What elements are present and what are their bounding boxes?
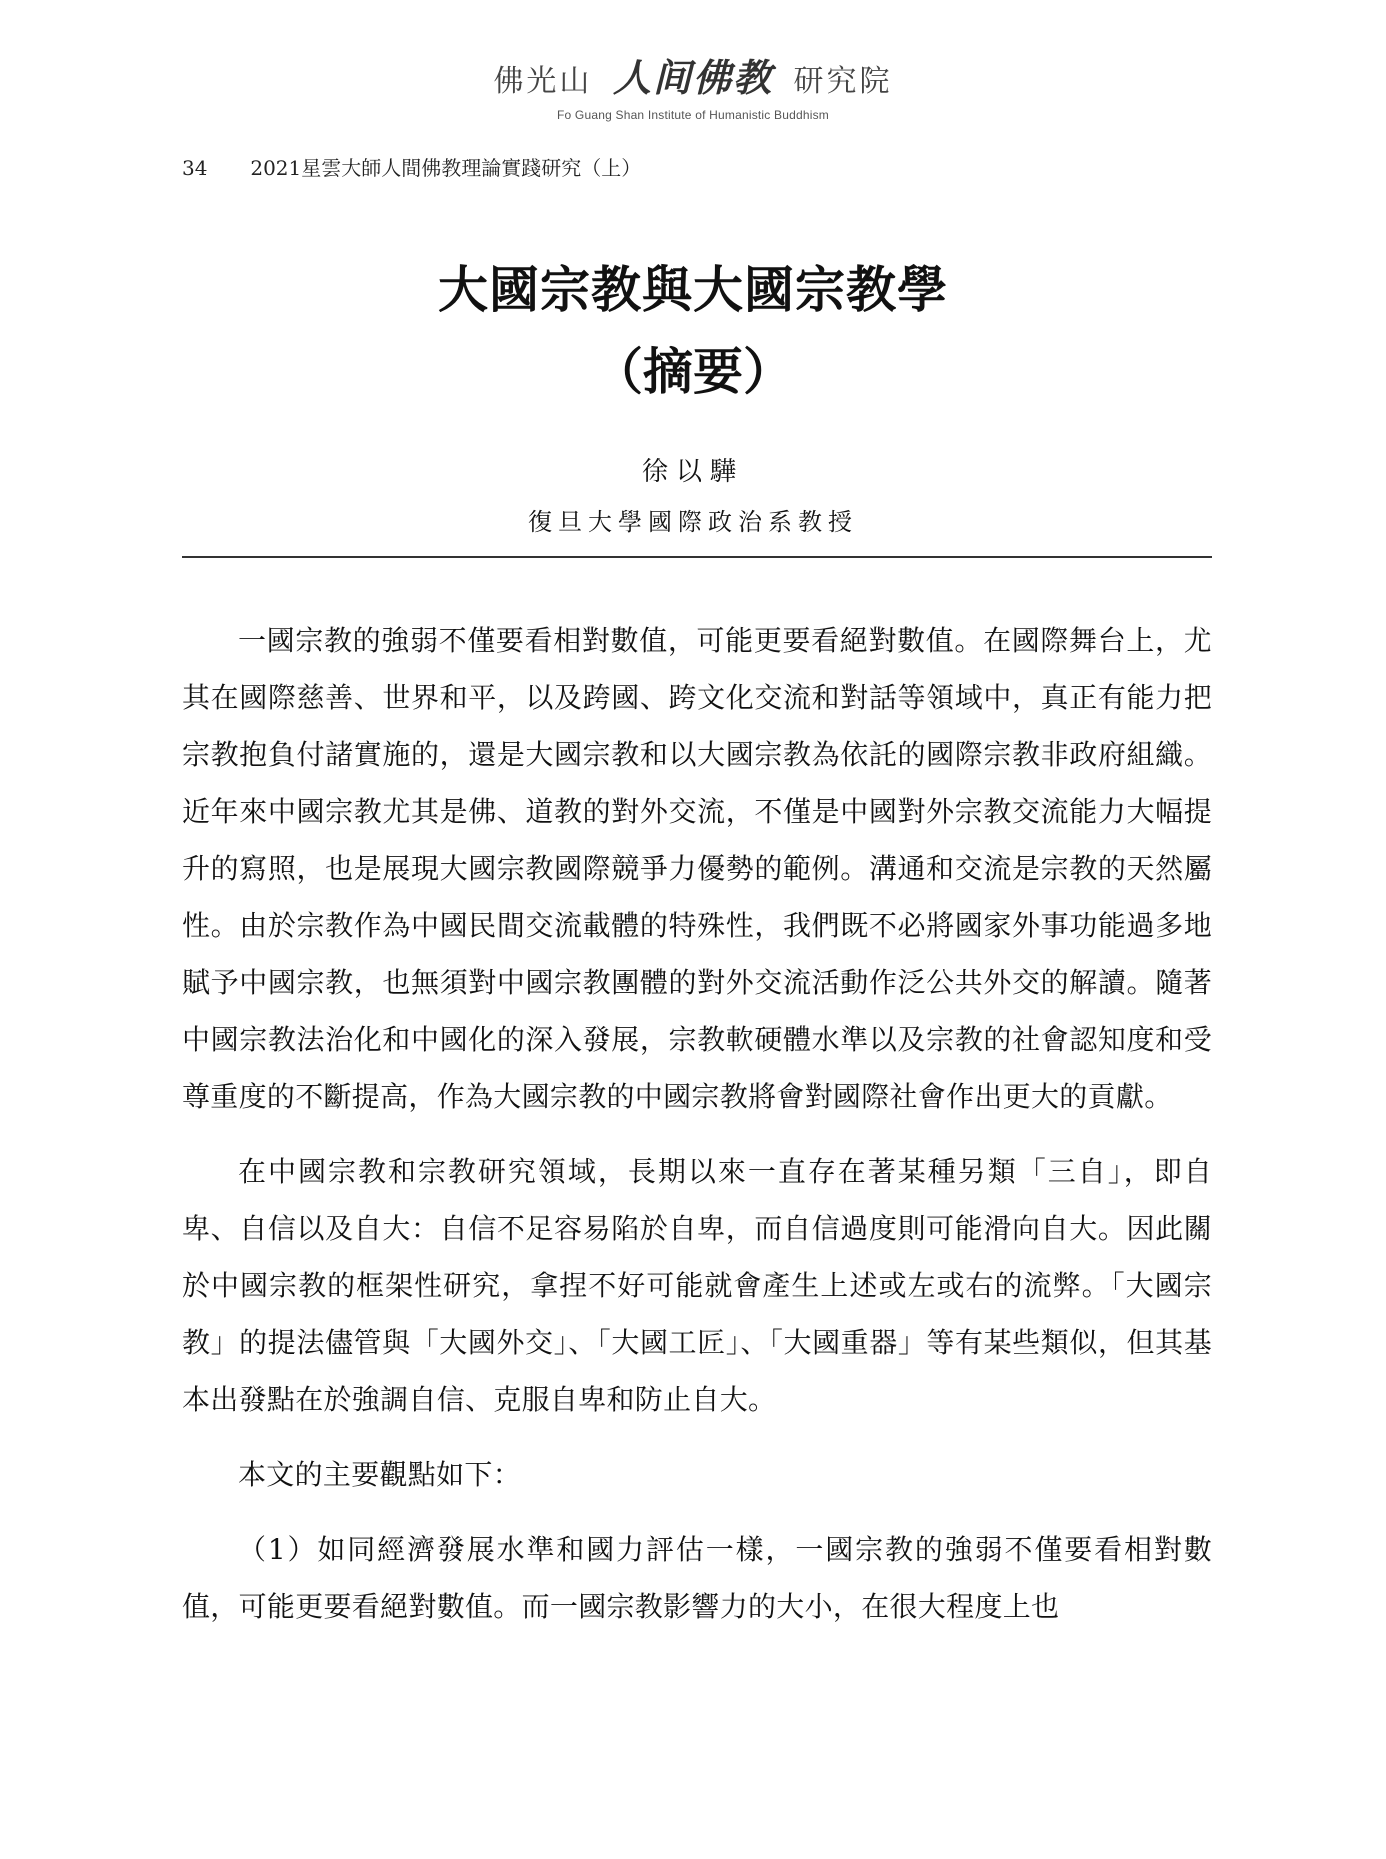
paragraph: 一國宗教的強弱不僅要看相對數值，可能更要看絕對數值。在國際舞台上，尤其在國際慈善、世界和平，以及跨國、跨文化交流和對話等領域中，真正有能力把宗教抱負付諸實施的，還是大國宗教和以大國宗教為依託的國際宗教非政府組織。近年來中國宗教尤其是佛、道教的對外交流，不僅是中國對外宗教交流能力大幅提升的寫照，也是展現大國宗教國際競爭力優勢的範例。溝通和交流是宗教的天然屬性。由於宗教作為中國民間交流載體的特殊性，我們既不必將國家外事功能過多地賦予中國宗教，也無須對中國宗教團體的對外交流活動作泛公共外交的解讀。隨著中國宗教法治化和中國化的深入發展，宗教軟硬體水準以及宗教的社會認知度和受尊重度的不斷提高，作為大國宗教的中國宗教將會對國際社會作出更大的貢獻。 (182, 624, 1212, 1113)
author-affiliation: 復旦大學國際政治系教授 (528, 508, 858, 536)
paragraph: （1）如同經濟發展水準和國力評估一樣，一國宗教的強弱不僅要看相對數值，可能更要看絕對數值。而一國宗教影響力的大小，在很大程度上也 (182, 1533, 1212, 1623)
abstract-body (182, 612, 1212, 1653)
article-title: 大國宗教與大國宗教學 (438, 260, 948, 319)
title-divider (182, 556, 1212, 558)
institute-header (0, 55, 1386, 122)
institute-logo-line (0, 55, 1386, 102)
institute-prefix: 佛光山 (493, 64, 593, 99)
institute-english-name: Fo Guang Shan Institute of Humanistic Buddhism (556, 108, 829, 122)
article-subtitle: （摘要） (593, 342, 793, 401)
paragraph: 在中國宗教和宗教研究領域，長期以來一直存在著某種另類「三自」，即自卑、自信以及自大：自信不足容易陷於自卑，而自信過度則可能滑向自大。因此關於中國宗教的框架性研究，拿捏不好可能就會產生上述或左或右的流弊。「大國宗教」的提法儘管與「大國外交」、「大國工匠」、「大國重器」等有某些類似，但其基本出發點在於強調自信、克服自卑和防止自大。 (182, 1155, 1212, 1416)
author-name: 徐以驊 (641, 457, 744, 487)
book-title: 2021星雲大師人間佛教理論實踐研究（上） (250, 156, 642, 180)
paragraph: 本文的主要觀點如下： (238, 1458, 522, 1491)
institute-suffix: 研究院 (793, 64, 893, 99)
author-block (0, 454, 1386, 540)
title-block (0, 258, 1386, 404)
running-head (182, 152, 641, 181)
institute-brand-logo: 人间佛教 (612, 55, 773, 100)
page-number: 34 (182, 156, 208, 180)
